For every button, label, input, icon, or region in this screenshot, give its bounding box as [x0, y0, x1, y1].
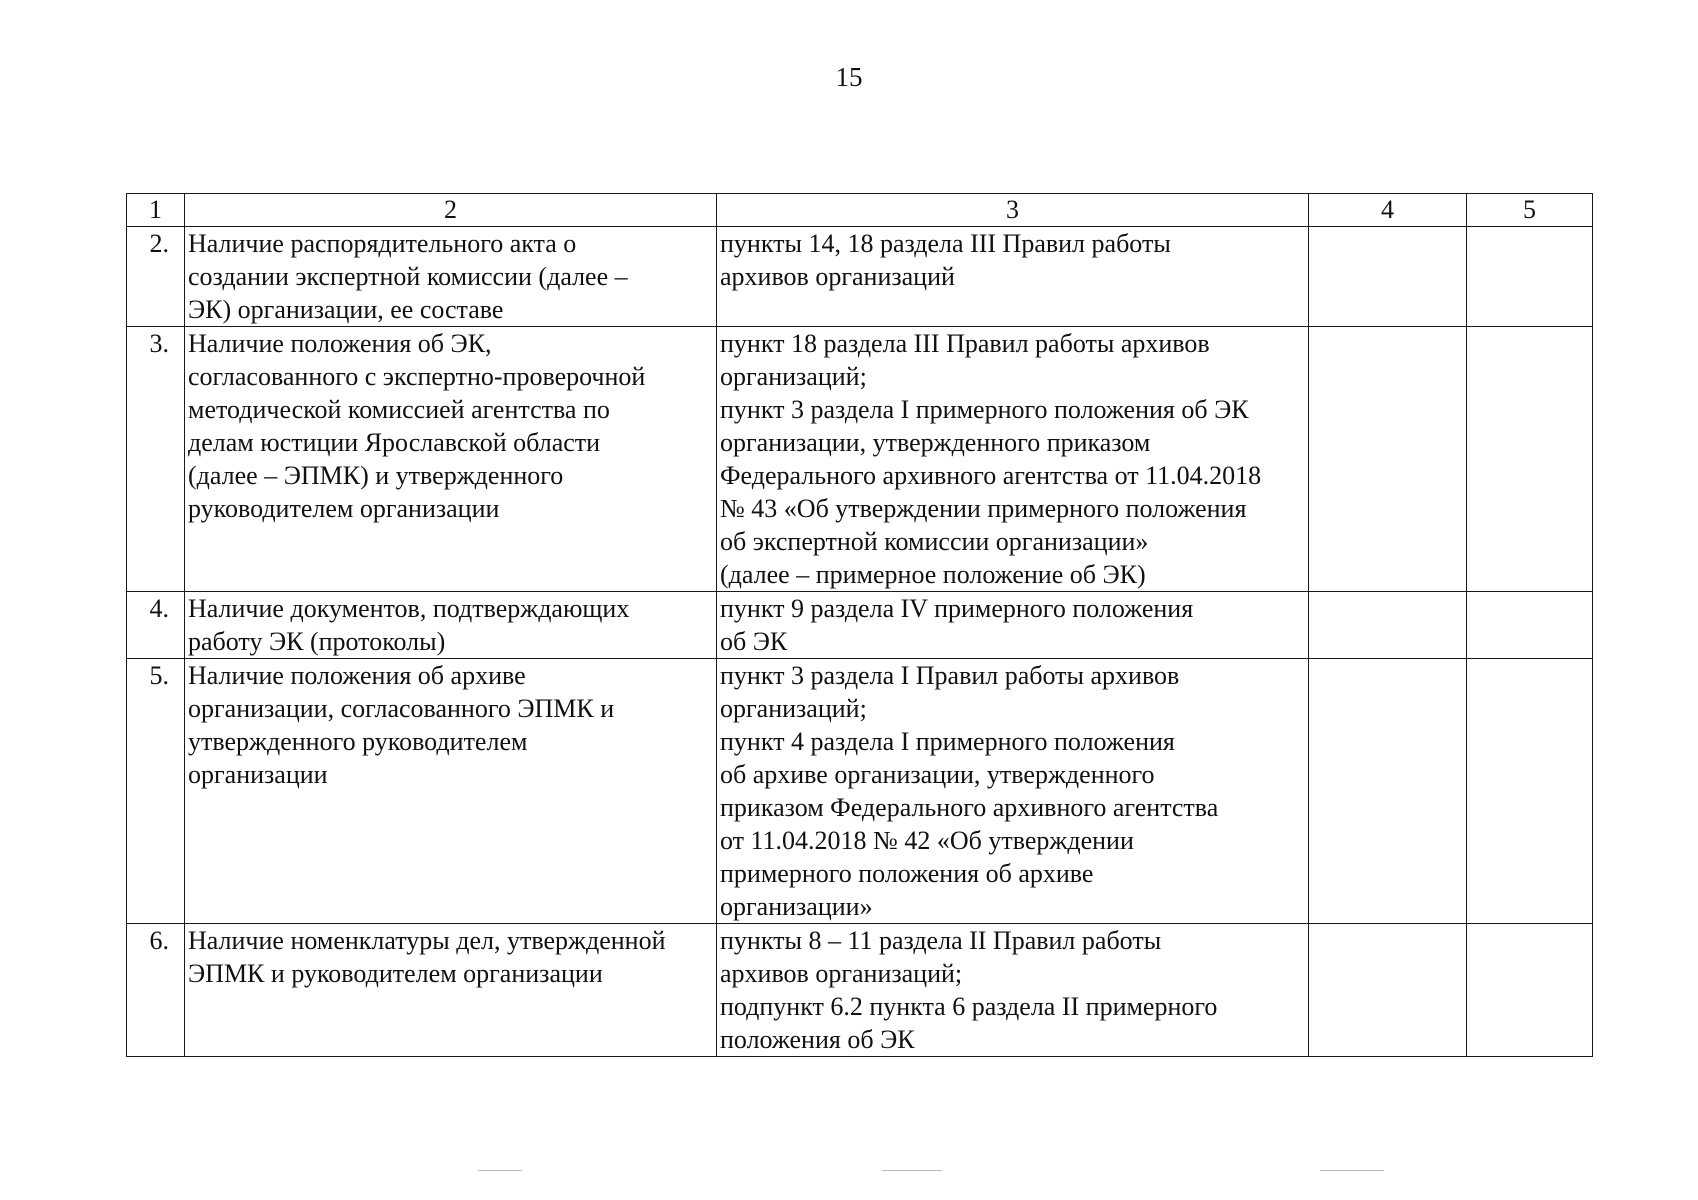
criterion-line: Наличие положения об архиве	[188, 661, 526, 690]
reference-line: организаций;	[720, 362, 867, 391]
criterion-line: Наличие документов, подтверждающих	[188, 594, 630, 623]
criterion-line: Наличие положения об ЭК,	[188, 329, 492, 358]
criterion-cell	[185, 924, 717, 1057]
result-cell-col4	[1309, 924, 1467, 1057]
criterion-line: ЭПМК и руководителем организации	[188, 959, 603, 988]
header-col-3: 3	[717, 194, 1309, 227]
criterion-line: утвержденного руководителем	[188, 727, 528, 756]
inspection-table	[126, 193, 1593, 1057]
reference-line: пункт 3 раздела I Правил работы архивов	[720, 661, 1180, 690]
result-cell-col4	[1309, 659, 1467, 924]
table-row	[127, 924, 1593, 1057]
scan-artifact	[1320, 1170, 1384, 1171]
reference-line: об архиве организации, утвержденного	[720, 760, 1155, 789]
row-number: 4.	[127, 592, 185, 659]
table-row	[127, 592, 1593, 659]
criterion-cell	[185, 659, 717, 924]
criterion-line: Наличие номенклатуры дел, утвержденной	[188, 926, 666, 955]
result-cell-col4	[1309, 327, 1467, 592]
table-row	[127, 327, 1593, 592]
reference-line: примерного положения об архиве	[720, 859, 1094, 888]
result-cell-col4	[1309, 592, 1467, 659]
criterion-line: работу ЭК (протоколы)	[188, 627, 446, 656]
reference-line: организации»	[720, 892, 873, 921]
criterion-line: организации, согласованного ЭПМК и	[188, 694, 615, 723]
reference-line: приказом Федерального архивного агентства	[720, 793, 1219, 822]
reference-line: положения об ЭК	[720, 1025, 915, 1054]
table-header-row	[127, 194, 1593, 227]
header-col-1: 1	[127, 194, 185, 227]
reference-line: пункты 14, 18 раздела III Правил работы	[720, 229, 1171, 258]
reference-line: пункт 3 раздела I примерного положения об ЭК	[720, 395, 1249, 424]
row-number: 6.	[127, 924, 185, 1057]
header-col-4: 4	[1309, 194, 1467, 227]
table-row	[127, 227, 1593, 327]
reference-cell	[717, 659, 1309, 924]
table-body	[127, 227, 1593, 1057]
criterion-line: согласованного с экспертно-проверочной	[188, 362, 646, 391]
reference-line: организаций;	[720, 694, 867, 723]
reference-line: пункт 18 раздела III Правил работы архивов	[720, 329, 1210, 358]
criterion-cell	[185, 592, 717, 659]
criterion-line: руководителем организации	[188, 494, 500, 523]
reference-line: об ЭК	[720, 627, 788, 656]
reference-cell	[717, 227, 1309, 327]
reference-line: об экспертной комиссии организации»	[720, 527, 1149, 556]
reference-line: № 43 «Об утверждении примерного положения	[720, 494, 1247, 523]
criterion-line: ЭК) организации, ее составе	[188, 295, 504, 324]
reference-line: Федерального архивного агентства от 11.04.2018	[720, 461, 1262, 490]
result-cell-col5	[1467, 924, 1593, 1057]
result-cell-col5	[1467, 659, 1593, 924]
reference-cell	[717, 327, 1309, 592]
criterion-cell	[185, 327, 717, 592]
reference-line: пункты 8 – 11 раздела II Правил работы	[720, 926, 1162, 955]
criterion-line: создании экспертной комиссии (далее –	[188, 262, 628, 291]
reference-cell	[717, 924, 1309, 1057]
reference-cell	[717, 592, 1309, 659]
criterion-line: организации	[188, 760, 328, 789]
page-number: 15	[835, 62, 863, 92]
criterion-line: методической комиссией агентства по	[188, 395, 610, 424]
criterion-line: Наличие распорядительного акта о	[188, 229, 577, 258]
reference-line: от 11.04.2018 № 42 «Об утверждении	[720, 826, 1134, 855]
header-col-2: 2	[185, 194, 717, 227]
criterion-line: делам юстиции Ярославской области	[188, 428, 601, 457]
scan-artifact	[478, 1170, 522, 1171]
table-row	[127, 659, 1593, 924]
reference-line: организации, утвержденного приказом	[720, 428, 1151, 457]
header-col-5: 5	[1467, 194, 1593, 227]
result-cell-col4	[1309, 227, 1467, 327]
result-cell-col5	[1467, 592, 1593, 659]
result-cell-col5	[1467, 327, 1593, 592]
reference-line: архивов организаций	[720, 262, 955, 291]
scan-artifact	[882, 1170, 942, 1171]
result-cell-col5	[1467, 227, 1593, 327]
criterion-cell	[185, 227, 717, 327]
reference-line: пункт 4 раздела I примерного положения	[720, 727, 1175, 756]
reference-line: пункт 9 раздела IV примерного положения	[720, 594, 1194, 623]
reference-line: (далее – примерное положение об ЭК)	[720, 560, 1146, 589]
reference-line: архивов организаций;	[720, 959, 963, 988]
row-number: 5.	[127, 659, 185, 924]
row-number: 2.	[127, 227, 185, 327]
row-number: 3.	[127, 327, 185, 592]
reference-line: подпункт 6.2 пункта 6 раздела II примерного	[720, 992, 1218, 1021]
criterion-line: (далее – ЭПМК) и утвержденного	[188, 461, 564, 490]
